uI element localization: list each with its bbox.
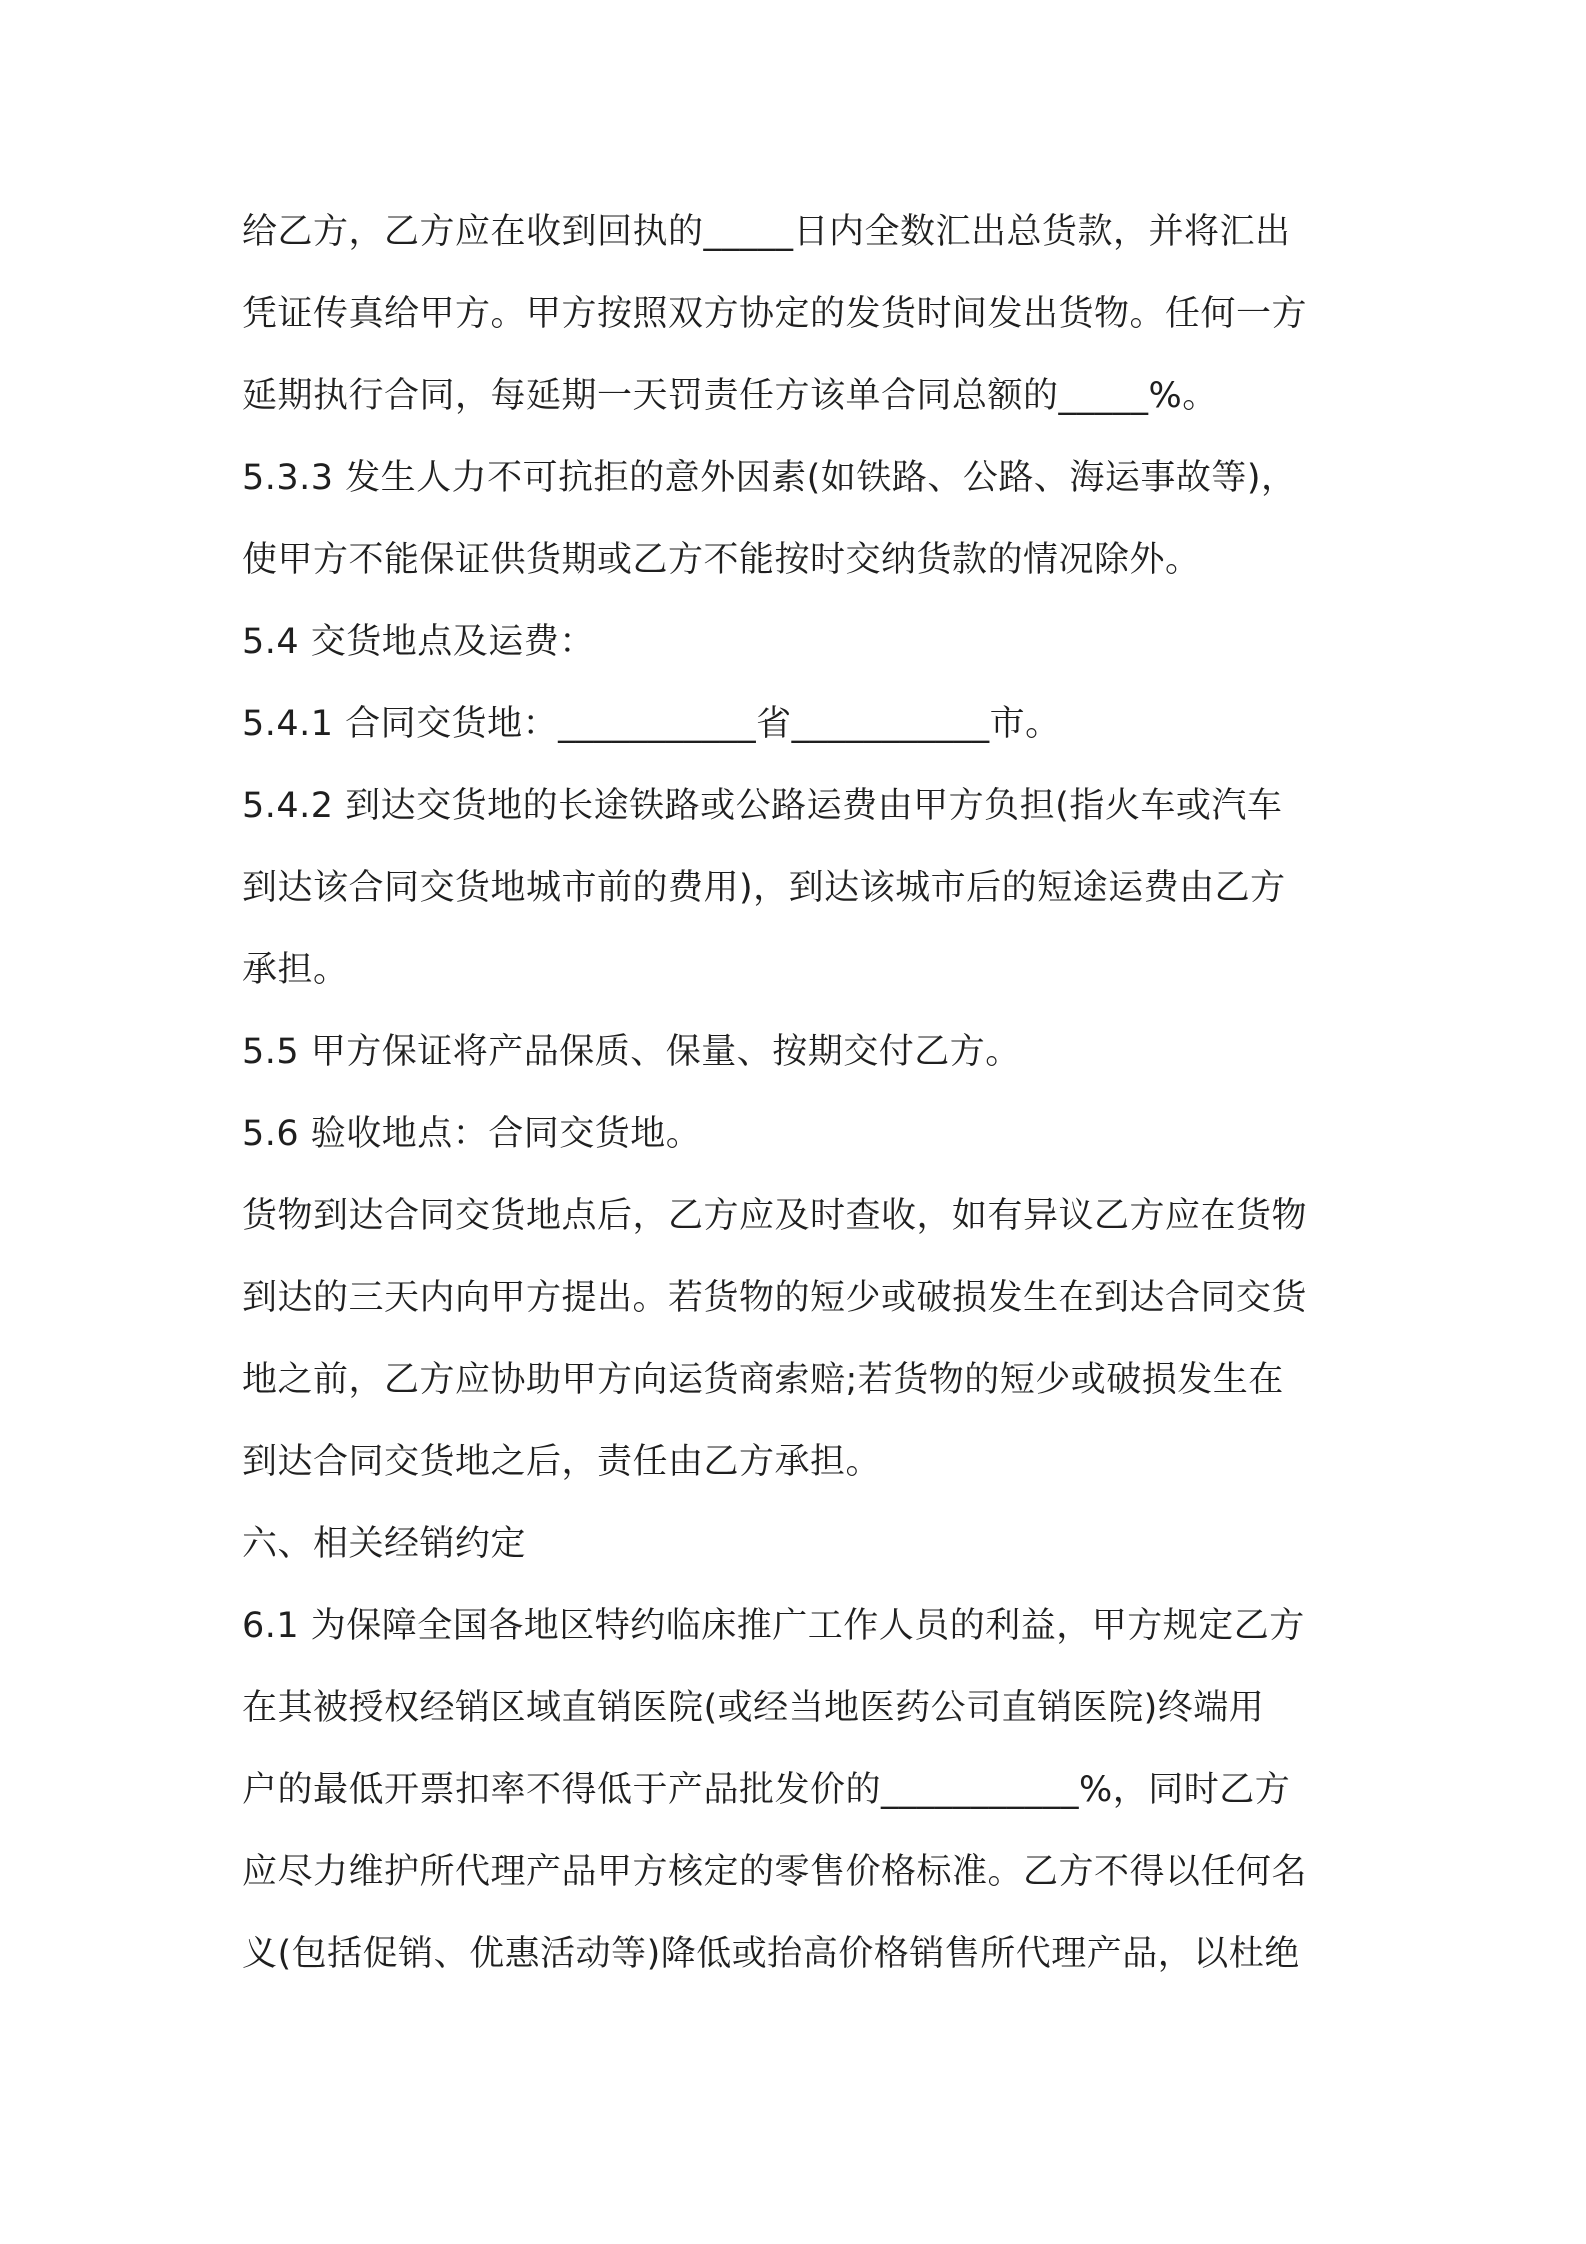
text-line: 到达的三天内向甲方提出。若货物的短少或破损发生在到达合同交货 xyxy=(242,1278,1308,1318)
text-line: 给乙方，乙方应在收到回执的_____日内全数汇出总货款，并将汇出 xyxy=(242,212,1291,252)
text-line: 使甲方不能保证供货期或乙方不能按时交纳货款的情况除外。 xyxy=(242,540,1201,580)
text-line: 承担。 xyxy=(242,950,349,990)
text-line: 在其被授权经销区域直销医院(或经当地医药公司直销医院)终端用 xyxy=(242,1688,1265,1728)
text-line: 户的最低开票扣率不得低于产品批发价的___________%，同时乙方 xyxy=(242,1770,1291,1810)
text-line: 凭证传真给甲方。甲方按照双方协定的发货时间发出货物。任何一方 xyxy=(242,294,1308,334)
text-line: 地之前，乙方应协助甲方向运货商索赔;若货物的短少或破损发生在 xyxy=(242,1360,1284,1400)
text-line: 6.1 为保障全国各地区特约临床推广工作人员的利益，甲方规定乙方 xyxy=(242,1606,1305,1646)
text-line: 应尽力维护所代理产品甲方核定的零售价格标准。乙方不得以任何名 xyxy=(242,1852,1308,1892)
text-line: 到达合同交货地之后，责任由乙方承担。 xyxy=(242,1442,882,1482)
text-line: 5.3.3 发生人力不可抗拒的意外因素(如铁路、公路、海运事故等)， xyxy=(242,458,1297,498)
text-line: 到达该合同交货地城市前的费用)，到达该城市后的短途运费由乙方 xyxy=(242,868,1286,908)
chapter-heading: 六、相关经销约定 xyxy=(242,1524,527,1564)
text-line: 义(包括促销、优惠活动等)降低或抬高价格销售所代理产品，以杜绝 xyxy=(242,1934,1300,1974)
text-line: 货物到达合同交货地点后，乙方应及时查收，如有异议乙方应在货物 xyxy=(242,1196,1308,1236)
text-line: 5.5 甲方保证将产品保质、保量、按期交付乙方。 xyxy=(242,1032,1021,1072)
text-line: 5.4.2 到达交货地的长途铁路或公路运费由甲方负担(指火车或汽车 xyxy=(242,786,1283,826)
text-line: 延期执行合同，每延期一天罚责任方该单合同总额的_____%。 xyxy=(242,376,1218,416)
section-heading: 5.4 交货地点及运费： xyxy=(242,622,595,662)
text-line: 5.6 验收地点：合同交货地。 xyxy=(242,1114,702,1154)
text-line: 5.4.1 合同交货地：___________省___________市。 xyxy=(242,704,1061,744)
